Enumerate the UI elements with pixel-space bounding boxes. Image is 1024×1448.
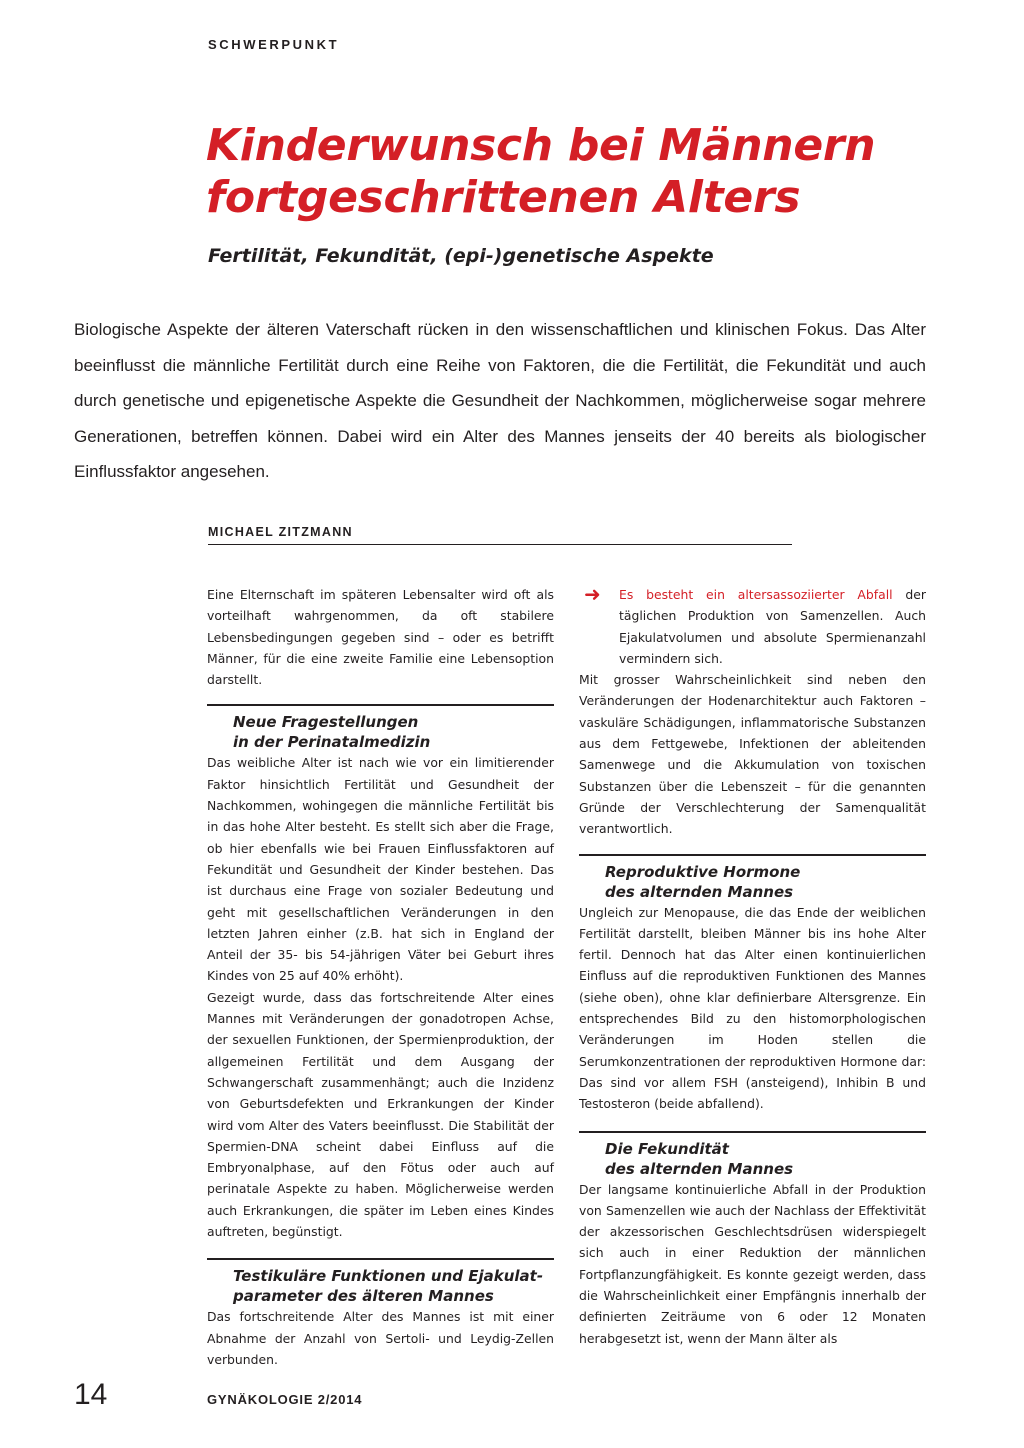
subheading-line: des alternden Mannes — [605, 1159, 794, 1178]
body-paragraph: Ungleich zur Menopause, die das Ende der weiblichen Fertilität darstellt, bleiben Männer bis ins hohe Alter fertil. Dennoch hat das Alter einen kontinuierlichen Einfluss auf die reproduktiven Funktionen des Mannes (siehe oben), ohne klar definierbare Altersgrenze. Ein entsprechendes Bild zu den histomorphologischen Veränderungen im Hoden stellen die Serumkonzentrationen der reproduktiven Hormone dar: Das sind vor allem FSH (ansteigend), Inhibin B und Testosteron (beide abfallend). — [579, 904, 926, 1112]
left-column — [207, 584, 554, 1370]
subheading-line: des alternden Mannes — [605, 882, 794, 901]
arrow-icon: ➜ — [584, 582, 601, 606]
subheading-line: Neue Fragestellungen — [233, 713, 419, 732]
subheading-line: in der Perinatalmedizin — [233, 733, 431, 752]
highlight-continuation: der täglichen Produktion von Samenzellen. Auch Ejakulatvolumen und absolute Spermienanzahl vermindern sich. — [619, 587, 927, 666]
highlight-paragraph — [619, 584, 926, 669]
title-line-1: Kinderwunsch bei Männern — [206, 120, 876, 171]
page-number: 14 — [74, 1378, 108, 1411]
subheading-line: Reproduktive Hormone — [605, 862, 801, 881]
subheading-line: Die Fekundität — [605, 1139, 729, 1158]
article-subtitle: Fertilität, Fekundität, (epi-)genetische Aspekte — [208, 245, 714, 267]
right-column — [579, 584, 926, 1349]
body-paragraph: Mit grosser Wahrscheinlichkeit sind neben den Veränderungen der Hodenarchitektur auch Faktoren – vaskuläre Schädigungen, inflammatorische Substanzen aus dem Fettgewebe, Infektionen der ableitenden Samenwege und die Akkumulation von toxischen Substanzen über die Lebenszeit – für die genannten Gründe der Verschlechterung der Samenqualität verantwortlich. — [579, 672, 926, 837]
subheading-fecundity — [579, 1131, 926, 1179]
title-line-2: fortgeschrittenen Alters — [206, 172, 801, 223]
body-paragraph: Der langsame kontinuierliche Abfall in der Produktion von Samenzellen wie auch der Nachlass der Effektivität der akzessorischen Geschlechtsdrüsen widerspiegelt sich auch in einer Reduktion der männlichen Fortpflanzungfähigkeit. Es konnte gezeigt werden, dass die Wahrscheinlichkeit einer Empfängnis innerhalb der definierten Zeiträume von 6 oder 12 Monaten herabgesetzt ist, wenn der Mann älter als — [579, 1181, 926, 1346]
highlight-block — [579, 584, 926, 669]
body-paragraph: Gezeigt wurde, dass das fortschreitende Alter eines Mannes mit Veränderungen der gonadotropen Achse, der sexuellen Funktionen, der Spermienproduktion, der allgemeinen Fertilität und dem Ausgang der Schwangerschaft zusammenhängt; auch die Inzidenz von Geburtsdefekten und Erkrankungen der Kinder wird vom Alter des Vaters beeinflusst. Die Stabilität der Spermien-DNA scheint dabei Einfluss auf die Embryonalphase, auf den Fötus oder auch auf perinatale Aspekte zu haben. Möglicherweise werden auch Erkrankungen, die später im Leben eines Kindes auftreten, begünstigt. — [207, 989, 554, 1240]
subheading-testicular — [207, 1258, 554, 1306]
body-paragraph: Das weibliche Alter ist nach wie vor ein limitierender Faktor hinsichtlich Fertilität und Gesundheit der Nachkommen, wohingegen die männliche Fertilität bis in das hohe Alter besteht. Es stellt sich aber die Frage, ob hier ebenfalls wie bei Frauen Einflussfaktoren auf Fekundität und Gesundheit der Kinder bestehen. Das ist durchaus eine Frage von sozialer Bedeutung und geht mit gesellschaftlichen Veränderungen in den letzten Jahren einher (z.B. hat sich in England der Anteil der 35- bis 54-jährigen Väter bei Geburt ihres Kindes von 25 auf 40% erhöht). — [207, 755, 554, 984]
lead-paragraph: Biologische Aspekte der älteren Vaterschaft rücken in den wissenschaftlichen und klinischen Fokus. Das Alter beeinflusst die männliche Fertilität durch eine Reihe von Faktoren, die die Fertilität, die Fekundität und auch durch genetische und epigenetische Aspekte die Gesundheit der Nachkommen, möglicherweise sogar mehrere Generationen, betreffen können. Dabei wird ein Alter des Mannes jenseits der 40 bereits als biologischer Einflussfaktor angesehen. — [74, 320, 926, 481]
subheading-perinatal — [207, 704, 554, 752]
intro-paragraph: Eine Elternschaft im späteren Lebensalter wird oft als vorteilhaft wahrgenommen, da oft stabilere Lebensbedingungen gegeben sind – oder es betrifft Männer, für die eine zweite Familie eine Lebensoption darstellt. — [207, 587, 554, 688]
subheading-hormones — [579, 854, 926, 902]
journal-name: GYNÄKOLOGIE 2/2014 — [207, 1392, 363, 1407]
highlight-text: Es besteht ein altersassoziierter Abfall — [619, 587, 893, 602]
section-label: SCHWERPUNKT — [208, 37, 340, 52]
author-divider — [208, 544, 792, 545]
body-paragraph: Das fortschreitende Alter des Mannes ist mit einer Abnahme der Anzahl von Sertoli- und Leydig-Zellen verbunden. — [207, 1309, 554, 1367]
article-title — [206, 120, 926, 224]
author-name: MICHAEL ZITZMANN — [208, 525, 353, 539]
subheading-line: parameter des älteren Mannes — [233, 1287, 494, 1306]
subheading-line: Testikuläre Funktionen und Ejakulat- — [233, 1267, 544, 1286]
